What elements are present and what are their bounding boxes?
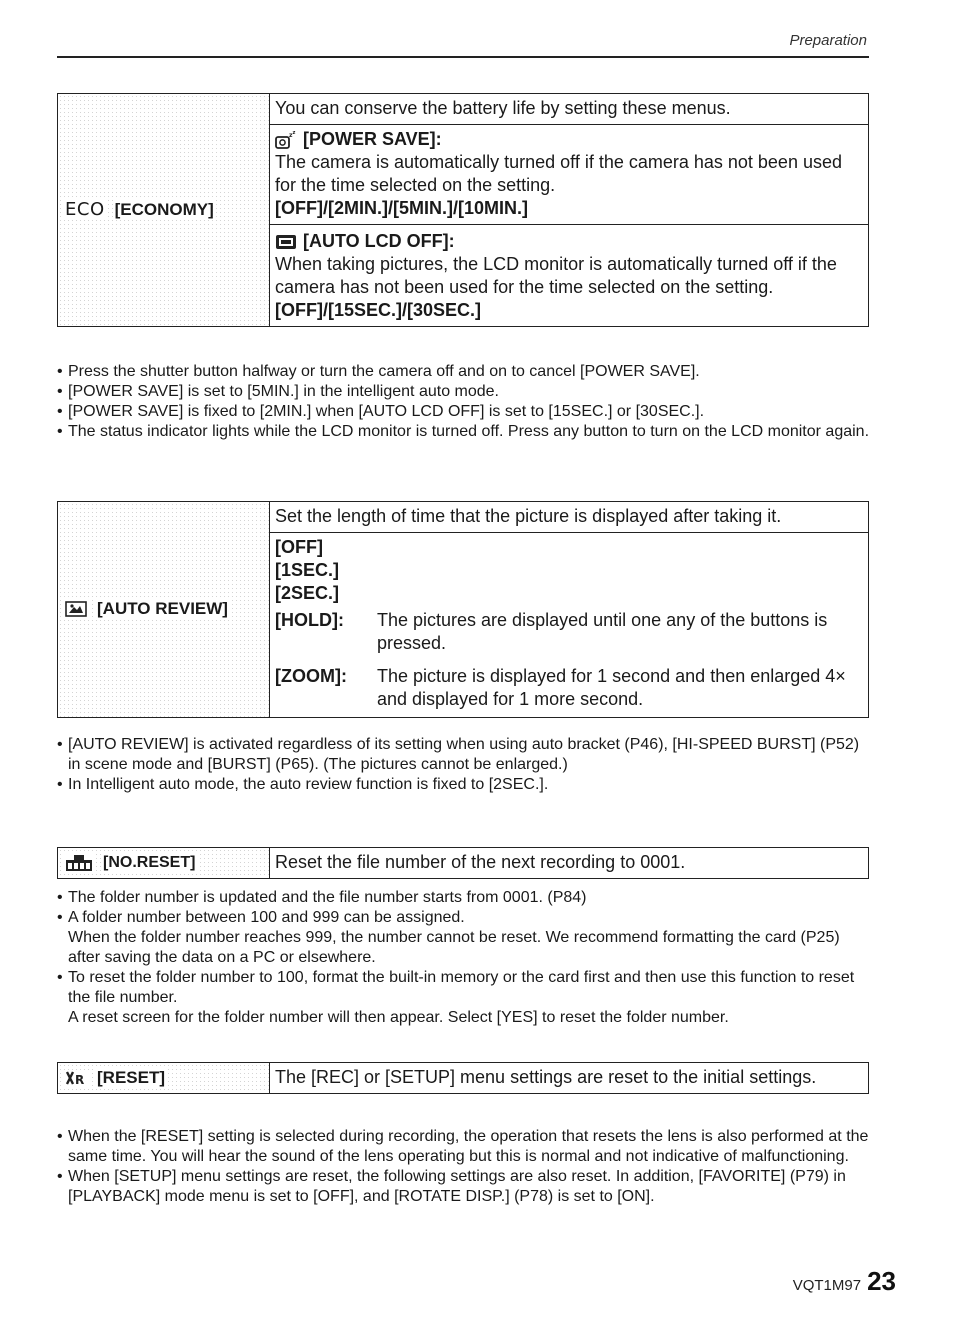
- auto-review-intro: Set the length of time that the picture is displayed after taking it.: [270, 502, 869, 533]
- eco-icon: ECO: [65, 199, 105, 220]
- auto-lcd-off-cell: [270, 225, 869, 327]
- reset-notes: [57, 1127, 869, 1207]
- auto-review-label-cell: [58, 502, 270, 718]
- svg-text:z: z: [289, 131, 293, 139]
- note-item: • [POWER SAVE] is set to [5MIN.] in the intelligent auto mode.: [57, 382, 869, 402]
- no-reset-desc: Reset the file number of the next recording to 0001.: [270, 848, 869, 879]
- auto-lcd-off-title: [AUTO LCD OFF]:: [303, 231, 455, 251]
- note-item: • In Intelligent auto mode, the auto review function is fixed to [2SEC.].: [57, 775, 869, 795]
- economy-label-cell: [58, 94, 270, 327]
- power-save-cell: [270, 125, 869, 225]
- option-zoom-desc: The picture is displayed for 1 second and then enlarged 4× and displayed for 1 more second.: [377, 666, 846, 709]
- auto-review-label: [AUTO REVIEW]: [97, 599, 228, 618]
- power-save-values: [OFF]/[2MIN.]/[5MIN.]/[10MIN.]: [275, 198, 528, 218]
- no-reset-table: [57, 847, 869, 879]
- power-save-icon: [275, 130, 297, 150]
- note-continuation: A reset screen for the folder number will then appear. Select [YES] to reset the folder number.: [68, 1009, 729, 1026]
- auto-review-options-cell: [270, 533, 869, 718]
- note-item: • Press the shutter button halfway or turn the camera off and on to cancel [POWER SAVE].: [57, 362, 869, 382]
- auto-lcd-off-values: [OFF]/[15SEC.]/[30SEC.]: [275, 300, 482, 320]
- option-hold-desc: The pictures are displayed until one any of the buttons is pressed.: [377, 610, 828, 653]
- note-item: • When [SETUP] menu settings are reset, the following settings are also reset. In addition, [FAVORITE] (P79) in [PLAYBACK] mode menu is set to [OFF], and [ROTATE DISP.] (P78) is set to [ON].: [57, 1167, 869, 1207]
- note-continuation: When the folder number reaches 999, the number cannot be reset. We recommend formatting the card (P25) after saving the data on a PC or elsewhere.: [68, 929, 840, 966]
- power-save-body: The camera is automatically turned off if the camera has not been used for the time selected on the setting.: [275, 152, 842, 195]
- economy-table: [57, 93, 869, 327]
- auto-review-table: [57, 501, 869, 718]
- no-reset-icon: [63, 854, 95, 872]
- svg-text:R: R: [75, 1072, 85, 1086]
- economy-intro: You can conserve the battery life by setting these menus.: [270, 94, 869, 125]
- page-footer: [793, 1266, 896, 1297]
- no-reset-label-cell: [58, 848, 270, 879]
- option-hold: [275, 609, 862, 655]
- page-header: [57, 30, 869, 58]
- economy-label: [ECONOMY]: [114, 199, 214, 219]
- reset-icon: [63, 1070, 89, 1086]
- reset-label-cell: [58, 1063, 270, 1094]
- option-off: [OFF]: [275, 537, 323, 557]
- page-number: 23: [867, 1266, 896, 1296]
- note-item: • The folder number is updated and the file number starts from 0001. (P84): [57, 888, 869, 908]
- auto-lcd-off-body: When taking pictures, the LCD monitor is automatically turned off if the camera has not been used for the time selected on the setting.: [275, 254, 837, 297]
- note-item: • The status indicator lights while the LCD monitor is turned off. Press any button to turn on the LCD monitor again.: [57, 422, 869, 442]
- svg-text:z: z: [292, 129, 296, 136]
- model-number: VQT1M97: [792, 1277, 862, 1294]
- section-title: Preparation: [789, 32, 867, 49]
- auto-review-notes: [57, 735, 869, 795]
- no-reset-notes: [57, 888, 869, 1028]
- option-hold-key: [HOLD]:: [275, 610, 344, 630]
- no-reset-label: [NO.RESET]: [103, 853, 196, 871]
- lcd-off-icon: [275, 233, 297, 251]
- option-1sec: [1SEC.]: [275, 560, 340, 580]
- option-zoom: [275, 665, 862, 711]
- economy-notes: [57, 362, 869, 442]
- power-save-title: [POWER SAVE]:: [303, 129, 442, 149]
- reset-desc: The [REC] or [SETUP] menu settings are reset to the initial settings.: [270, 1063, 869, 1094]
- option-zoom-key: [ZOOM]:: [275, 666, 347, 686]
- note-item: • [POWER SAVE] is fixed to [2MIN.] when [AUTO LCD OFF] is set to [15SEC.] or [30SEC.].: [57, 402, 869, 422]
- note-item: • [AUTO REVIEW] is activated regardless of its setting when using auto bracket (P46), [HI-SPEED BURST] (P52) in scene mode and [BURST] (P65). (The pictures cannot be enlarged.): [57, 735, 869, 775]
- auto-review-icon: [63, 600, 89, 618]
- reset-label: [RESET]: [97, 1067, 165, 1087]
- note-item: • To reset the folder number to 100, format the built-in memory or the card first and then use this function to reset the file number.: [57, 968, 869, 1008]
- note-item: • A folder number between 100 and 999 can be assigned.: [57, 908, 869, 928]
- reset-table: [57, 1062, 869, 1094]
- note-item: • When the [RESET] setting is selected during recording, the operation that resets the lens is also performed at the same time. You will hear the sound of the lens operating but this is normal and not indicative of malfunctioning.: [57, 1127, 869, 1167]
- option-2sec: [2SEC.]: [275, 583, 340, 603]
